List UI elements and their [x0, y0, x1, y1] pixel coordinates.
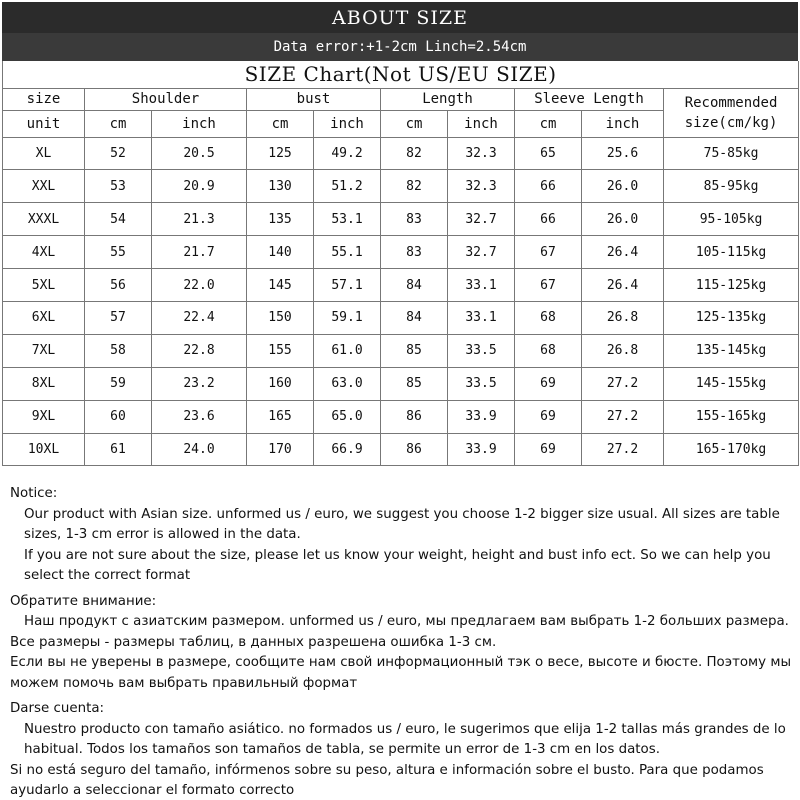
header-shoulder: Shoulder: [85, 88, 247, 110]
cell-shoulder-inch: 22.8: [152, 334, 247, 367]
table-row: [3, 301, 799, 334]
notice-ru-paragraph-3: Если вы не уверены в размере, сообщите нам свой информационный тэк о весе, высоте и бюсте. Поэтому мы можем помочь вам выбрать правильный формат: [10, 655, 792, 691]
data-error-bar: [2, 33, 798, 61]
cell-length-inch: 33.9: [448, 433, 515, 466]
size-chart-title: SIZE Chart(Not US/EU SIZE): [3, 61, 799, 88]
cell-bust-cm: 150: [247, 301, 314, 334]
cell-sleeve-inch: 26.4: [582, 269, 664, 302]
cell-bust-cm: 155: [247, 334, 314, 367]
cell-shoulder-cm: 60: [85, 400, 152, 433]
cell-sleeve-inch: 26.8: [582, 334, 664, 367]
cell-sleeve-inch: 26.8: [582, 301, 664, 334]
cell-recommended: 125-135kg: [664, 301, 799, 334]
cell-bust-cm: 165: [247, 400, 314, 433]
table-row: [3, 203, 799, 236]
cell-size: 7XL: [3, 334, 85, 367]
cell-sleeve-cm: 69: [515, 433, 582, 466]
cell-shoulder-cm: 61: [85, 433, 152, 466]
cell-recommended: 115-125kg: [664, 269, 799, 302]
cell-bust-inch: 57.1: [314, 269, 381, 302]
notice-es-paragraph-1: Nuestro producto con tamaño asiático. no formados us / euro, le sugerimos que elija 1-2 tallas más grandes de lo habitual. Todos los tamaños son tamaños de tabla, se permite un error de 1-3 cm en los datos.: [24, 721, 786, 757]
cell-shoulder-cm: 55: [85, 236, 152, 269]
cell-bust-inch: 61.0: [314, 334, 381, 367]
size-chart-table: [2, 61, 799, 466]
unit-sleeve-inch: inch: [582, 110, 664, 137]
cell-length-cm: 83: [381, 236, 448, 269]
table-row: [3, 236, 799, 269]
cell-size: XXL: [3, 170, 85, 203]
cell-length-cm: 84: [381, 301, 448, 334]
cell-recommended: 145-155kg: [664, 367, 799, 400]
cell-shoulder-inch: 23.2: [152, 367, 247, 400]
cell-bust-inch: 65.0: [314, 400, 381, 433]
table-row: [3, 334, 799, 367]
header-recommended-line1: Recommended: [684, 94, 778, 111]
cell-sleeve-cm: 69: [515, 400, 582, 433]
cell-shoulder-cm: 58: [85, 334, 152, 367]
table-row: [3, 367, 799, 400]
cell-length-cm: 83: [381, 203, 448, 236]
cell-bust-cm: 130: [247, 170, 314, 203]
cell-shoulder-inch: 22.0: [152, 269, 247, 302]
unit-bust-cm: cm: [247, 110, 314, 137]
cell-recommended: 85-95kg: [664, 170, 799, 203]
cell-size: 4XL: [3, 236, 85, 269]
cell-size: 9XL: [3, 400, 85, 433]
cell-length-cm: 85: [381, 367, 448, 400]
header-sleeve-length: Sleeve Length: [515, 88, 664, 110]
cell-sleeve-inch: 26.4: [582, 236, 664, 269]
header-length: Length: [381, 88, 515, 110]
header-size: size: [3, 88, 85, 110]
notice-ru-paragraph-1: Наш продукт с азиатским размером. unformed us / euro, мы предлагаем вам выбрать 1-2 больших размера.: [24, 614, 789, 629]
cell-bust-inch: 66.9: [314, 433, 381, 466]
cell-recommended: 105-115kg: [664, 236, 799, 269]
cell-length-cm: 85: [381, 334, 448, 367]
cell-length-inch: 33.5: [448, 334, 515, 367]
table-row: [3, 269, 799, 302]
cell-shoulder-cm: 53: [85, 170, 152, 203]
cell-sleeve-inch: 25.6: [582, 137, 664, 170]
cell-shoulder-inch: 20.5: [152, 137, 247, 170]
cell-length-inch: 33.1: [448, 269, 515, 302]
cell-recommended: 135-145kg: [664, 334, 799, 367]
cell-bust-cm: 135: [247, 203, 314, 236]
cell-sleeve-cm: 67: [515, 269, 582, 302]
cell-recommended: 95-105kg: [664, 203, 799, 236]
cell-shoulder-cm: 56: [85, 269, 152, 302]
unit-label: unit: [3, 110, 85, 137]
unit-bust-inch: inch: [314, 110, 381, 137]
cell-size: 10XL: [3, 433, 85, 466]
cell-bust-inch: 51.2: [314, 170, 381, 203]
cell-size: XL: [3, 137, 85, 170]
unit-length-inch: inch: [448, 110, 515, 137]
cell-sleeve-inch: 26.0: [582, 203, 664, 236]
cell-bust-inch: 53.1: [314, 203, 381, 236]
cell-length-cm: 82: [381, 170, 448, 203]
cell-shoulder-cm: 52: [85, 137, 152, 170]
notice-section: [10, 484, 796, 800]
cell-recommended: 155-165kg: [664, 400, 799, 433]
cell-sleeve-cm: 69: [515, 367, 582, 400]
cell-shoulder-inch: 24.0: [152, 433, 247, 466]
notice-es-heading: Darse cuenta:: [10, 701, 105, 716]
cell-length-inch: 33.1: [448, 301, 515, 334]
cell-length-cm: 82: [381, 137, 448, 170]
table-row: [3, 170, 799, 203]
unit-shoulder-cm: cm: [85, 110, 152, 137]
cell-bust-cm: 145: [247, 269, 314, 302]
cell-length-cm: 86: [381, 433, 448, 466]
cell-sleeve-inch: 27.2: [582, 367, 664, 400]
cell-sleeve-inch: 27.2: [582, 400, 664, 433]
banner-title: ABOUT SIZE: [332, 6, 468, 29]
table-row: [3, 137, 799, 170]
cell-bust-inch: 63.0: [314, 367, 381, 400]
cell-shoulder-cm: 57: [85, 301, 152, 334]
header-recommended-line2: size(cm/kg): [684, 114, 778, 131]
data-error-text: Data error:+1-2cm Linch=2.54cm: [273, 39, 527, 55]
cell-sleeve-cm: 67: [515, 236, 582, 269]
cell-shoulder-cm: 59: [85, 367, 152, 400]
cell-recommended: 75-85kg: [664, 137, 799, 170]
cell-size: XXXL: [3, 203, 85, 236]
cell-shoulder-inch: 20.9: [152, 170, 247, 203]
notice-ru-heading: Обратите внимание:: [10, 593, 157, 609]
notice-ru-paragraph-2: Все размеры - размеры таблиц, в данных разрешена ошибка 1-3 см.: [10, 634, 497, 650]
cell-sleeve-cm: 66: [515, 203, 582, 236]
cell-bust-inch: 55.1: [314, 236, 381, 269]
cell-sleeve-cm: 65: [515, 137, 582, 170]
cell-length-cm: 86: [381, 400, 448, 433]
cell-bust-cm: 160: [247, 367, 314, 400]
unit-sleeve-cm: cm: [515, 110, 582, 137]
cell-bust-cm: 140: [247, 236, 314, 269]
cell-length-inch: 32.7: [448, 236, 515, 269]
cell-bust-cm: 125: [247, 137, 314, 170]
cell-sleeve-cm: 68: [515, 301, 582, 334]
table-row: [3, 400, 799, 433]
cell-shoulder-cm: 54: [85, 203, 152, 236]
cell-size: 8XL: [3, 367, 85, 400]
cell-length-inch: 32.3: [448, 170, 515, 203]
cell-shoulder-inch: 21.7: [152, 236, 247, 269]
header-bust: bust: [247, 88, 381, 110]
table-row: [3, 433, 799, 466]
cell-length-inch: 33.5: [448, 367, 515, 400]
notice-es-paragraph-2: Si no está seguro del tamaño, infórmenos sobre su peso, altura e información sobre el busto. Para que podamos ayudarlo a seleccionar el formato correcto: [10, 762, 764, 798]
unit-length-cm: cm: [381, 110, 448, 137]
size-rows: [3, 137, 799, 466]
cell-bust-cm: 170: [247, 433, 314, 466]
cell-length-cm: 84: [381, 269, 448, 302]
cell-sleeve-cm: 68: [515, 334, 582, 367]
header-recommended: [664, 88, 799, 137]
notice-en-heading: Notice:: [10, 486, 58, 501]
cell-size: 5XL: [3, 269, 85, 302]
about-size-banner: [2, 2, 798, 33]
cell-bust-inch: 59.1: [314, 301, 381, 334]
cell-length-inch: 33.9: [448, 400, 515, 433]
cell-sleeve-cm: 66: [515, 170, 582, 203]
notice-en-paragraph-1: Our product with Asian size. unformed us / euro, we suggest you choose 1-2 bigger size usual. All sizes are table sizes, 1-3 cm error is allowed in the data.: [24, 506, 780, 542]
cell-length-inch: 32.3: [448, 137, 515, 170]
cell-shoulder-inch: 22.4: [152, 301, 247, 334]
cell-recommended: 165-170kg: [664, 433, 799, 466]
cell-length-inch: 32.7: [448, 203, 515, 236]
unit-shoulder-inch: inch: [152, 110, 247, 137]
notice-en-paragraph-2: If you are not sure about the size, please let us know your weight, height and bust info ect. So we can help you select the correct format: [24, 547, 771, 583]
cell-shoulder-inch: 23.6: [152, 400, 247, 433]
cell-sleeve-inch: 26.0: [582, 170, 664, 203]
cell-shoulder-inch: 21.3: [152, 203, 247, 236]
cell-sleeve-inch: 27.2: [582, 433, 664, 466]
cell-size: 6XL: [3, 301, 85, 334]
cell-bust-inch: 49.2: [314, 137, 381, 170]
